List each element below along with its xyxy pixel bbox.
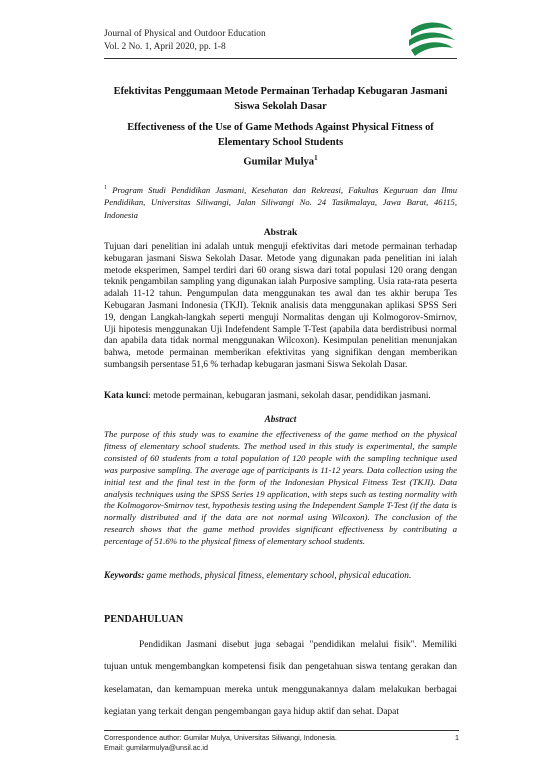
email-text: Email: gumilarmulya@unsil.ac.id bbox=[104, 742, 208, 752]
journal-header bbox=[104, 28, 266, 54]
keywords-label: Keywords: bbox=[104, 571, 145, 581]
keywords bbox=[104, 571, 457, 583]
title-english: Effectiveness of the Use of Game Methods Against Physical Fitness of Elementary School Students bbox=[127, 122, 434, 148]
pendahuluan-heading: PENDAHULUAN bbox=[104, 614, 184, 625]
correspondence-text: Correspondence author: Gumilar Mulya, Universitas Siliwangi, Indonesia. bbox=[104, 733, 337, 742]
abstrak-heading: Abstrak bbox=[263, 227, 298, 238]
author-sup: 1 bbox=[314, 154, 318, 162]
keywords-text: game methods, physical fitness, elementary school, physical education. bbox=[144, 571, 412, 581]
author-name: Gumilar Mulya bbox=[243, 156, 315, 168]
journal-name: Journal of Physical and Outdoor Education bbox=[104, 29, 266, 39]
affiliation bbox=[104, 182, 457, 221]
title-indonesian: Efektivitas Penggumaan Metode Permainan Terhadap Kebugaran Jasmani Siswa Sekolah Dasar bbox=[113, 86, 448, 112]
pendahuluan-body: Pendidikan Jasmani disebut juga sebagai "pendidikan melalui fisik". Memiliki tujuan untuk mengembangkan kompetensi fisik dan pengetahuan siswa tentang gerakan dan keselamatan, dan kemampuan mereka untuk menggunakannya dalam melakukan berbagai kegiatan yang terkait dengan pengembangan gaya hidup aktif dan sehat. Dapat bbox=[104, 640, 457, 718]
footer-rule bbox=[104, 730, 459, 731]
author-line bbox=[104, 154, 457, 168]
kata-kunci-label: Kata kunci bbox=[104, 391, 149, 401]
kata-kunci bbox=[104, 391, 457, 403]
header-rule bbox=[104, 58, 457, 59]
page-number: 1 bbox=[455, 733, 459, 742]
kata-kunci-text: : metode permainan, kebugaran jasmani, sekolah dasar, pendidikan jasmani. bbox=[148, 391, 431, 401]
footer bbox=[104, 733, 459, 752]
abstract-heading: Abstract bbox=[264, 414, 297, 424]
abstract-body: The purpose of this study was to examine the effectiveness of the game method on the physical fitness of elementary school students. The method used in this study is experimental, the sample consisted of 60 students from a total population of 120 people with the sampling technique used was purposive sampling. The average age of participants is 11-12 years. Data collection using the initial test and the final test in the form of the Indonesian Physical Fitness Test (TKJI). Data analysis techniques using the SPSS Series 19 application, with steps such as testing normality with the Kolmogorov-Smirnov test, hypothesis testing using the Independent Sample T-Test (if the data is normally distributed and if the data are not normal using Wilcoxon). The conclusion of the research shows that the game method provides significant effectiveness by contributing a percentage of 51.6% to the physical fitness of elementary school students. bbox=[104, 429, 457, 547]
affiliation-sup: 1 bbox=[104, 185, 107, 191]
abstrak-body: Tujuan dari penelitian ini adalah untuk menguji efektivitas dari metode permainan terhadap kebugaran jasmani Siswa Sekolah Dasar. Metode yang digunakan pada penelitian ini ialah metode eksperimen, Sampel terdiri dari 60 orang siswa dari total populasi 120 orang dengan teknik pengambilan sampling yang digunakan ialah Purposive sampling. Usia rata-rata peserta adalah 11-12 tahun. Pengumpulan data menggunakan tes awal dan tes akhir berupa Tes Kebugaran Jasmani Indonesia (TKJI). Teknik analisis data menggunakan aplikasi SPSS Seri 19, dengan Langkah-langkah seperti menguji Normalitas dengan uji Kolmogorov-Smirnov, Uji hipotesis menggunakan Uji Indefendent Sample T-Test (apabila data berdistribusi normal dan apabila data tidak normal menggunakan Wilcoxon). Kesimpulan penelitian menunjakan bahwa, metode permainan memberikan efektivitas yang signifikan dengan memberikan sumbangsih persentase 51,6 % terhadap kebugaran jasmani Siswa Sekolah Dasar. bbox=[104, 242, 457, 370]
affiliation-text: Program Studi Pendidikan Jasmani, Kesehatan dan Rekreasi, Fakultas Keguruan dan Ilmu Pendidikan, Universitas Siliwangi, Jalan Siliwangi No. 24 Tasikmalaya, Jawa Barat, 46115, Indonesia bbox=[104, 184, 457, 220]
journal-issue: Vol. 2 No. 1, April 2020, pp. 1-8 bbox=[104, 42, 226, 52]
